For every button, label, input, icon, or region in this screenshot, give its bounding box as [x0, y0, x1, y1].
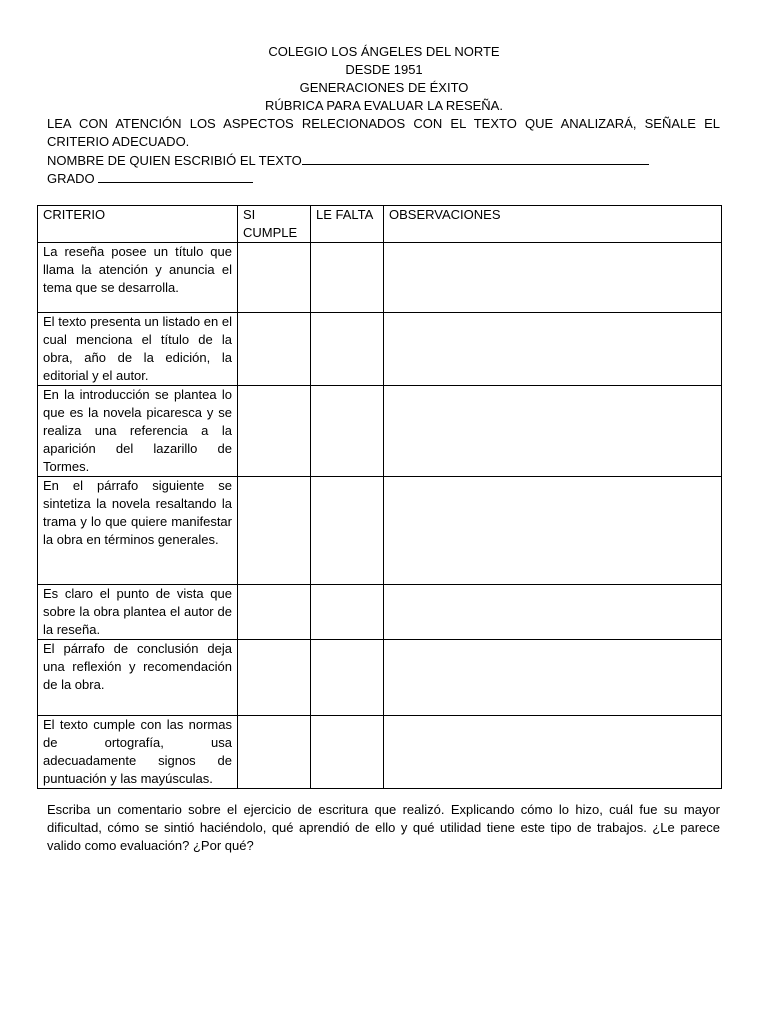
- table-row: [38, 716, 722, 789]
- column-header-observaciones: OBSERVACIONES: [384, 206, 722, 243]
- comment-prompt: Escriba un comentario sobre el ejercicio de escritura que realizó. Explicando cómo lo hizo, cuál fue su mayor dificultad, cómo se sintió haciéndolo, qué aprendió de ello y qué utilidad tiene este tipo de trabajos. ¿Le parece valido como evaluación? ¿Por qué?: [47, 802, 720, 853]
- si-cumple-cell[interactable]: [238, 640, 311, 716]
- observaciones-cell[interactable]: [384, 313, 722, 386]
- grade-line: [47, 169, 720, 187]
- criterion-cell: La reseña posee un título que llama la atención y anuncia el tema que se desarrolla.: [38, 243, 238, 313]
- le-falta-cell[interactable]: [311, 313, 384, 386]
- document-title: RÚBRICA PARA EVALUAR LA RESEÑA.: [265, 98, 503, 113]
- observaciones-cell[interactable]: [384, 243, 722, 313]
- le-falta-cell[interactable]: [311, 585, 384, 640]
- table-header-row: [38, 206, 722, 243]
- table-row: [38, 585, 722, 640]
- column-header-criterio: CRITERIO: [38, 206, 238, 243]
- school-name: COLEGIO LOS ÁNGELES DEL NORTE: [268, 44, 500, 59]
- criterion-cell: Es claro el punto de vista que sobre la obra plantea el autor de la reseña.: [38, 585, 238, 640]
- si-cumple-cell[interactable]: [238, 716, 311, 789]
- si-cumple-cell[interactable]: [238, 585, 311, 640]
- school-motto: GENERACIONES DE ÉXITO: [299, 80, 469, 95]
- si-cumple-cell[interactable]: [238, 386, 311, 477]
- criterion-cell: En la introducción se plantea lo que es la novela picaresca y se realiza una referencia a la aparición del lazarillo de Tormes.: [38, 386, 238, 477]
- le-falta-cell[interactable]: [311, 640, 384, 716]
- founding-year: DESDE 1951: [345, 62, 423, 77]
- observaciones-cell[interactable]: [384, 585, 722, 640]
- table-row: [38, 640, 722, 716]
- table-row: [38, 313, 722, 386]
- observaciones-cell[interactable]: [384, 716, 722, 789]
- instructions-block: [47, 115, 720, 187]
- si-cumple-cell[interactable]: [238, 313, 311, 386]
- criterion-cell: En el párrafo siguiente se sintetiza la novela resaltando la trama y lo que quiere manifestar la obra en términos generales.: [38, 477, 238, 585]
- author-name-blank[interactable]: [302, 151, 649, 165]
- table-row: [38, 243, 722, 313]
- table-row: [38, 386, 722, 477]
- si-cumple-cell[interactable]: [238, 243, 311, 313]
- observaciones-cell[interactable]: [384, 640, 722, 716]
- observaciones-cell[interactable]: [384, 386, 722, 477]
- column-header-le-falta: LE FALTA: [311, 206, 384, 243]
- criterion-cell: El párrafo de conclusión deja una reflexión y recomendación de la obra.: [38, 640, 238, 716]
- table-row: [38, 477, 722, 585]
- le-falta-cell[interactable]: [311, 386, 384, 477]
- grade-blank[interactable]: [98, 169, 253, 183]
- si-cumple-cell[interactable]: [238, 477, 311, 585]
- observaciones-cell[interactable]: [384, 477, 722, 585]
- grade-label: GRADO: [47, 171, 95, 186]
- author-name-label: NOMBRE DE QUIEN ESCRIBIÓ EL TEXTO: [47, 153, 302, 168]
- criterion-cell: El texto cumple con las normas de ortografía, usa adecuadamente signos de puntuación y las mayúsculas.: [38, 716, 238, 789]
- column-header-si-cumple: SI CUMPLE: [238, 206, 311, 243]
- criterion-cell: El texto presenta un listado en el cual menciona el título de la obra, año de la edición, la editorial y el autor.: [38, 313, 238, 386]
- rubric-table: [37, 205, 722, 789]
- le-falta-cell[interactable]: [311, 243, 384, 313]
- instructions-text: LEA CON ATENCIÓN LOS ASPECTOS RELECIONADOS CON EL TEXTO QUE ANALIZARÁ, SEÑALE EL CRITERIO ADECUADO.: [47, 116, 720, 149]
- document-header: [0, 43, 768, 115]
- le-falta-cell[interactable]: [311, 716, 384, 789]
- author-name-line: [47, 151, 720, 169]
- le-falta-cell[interactable]: [311, 477, 384, 585]
